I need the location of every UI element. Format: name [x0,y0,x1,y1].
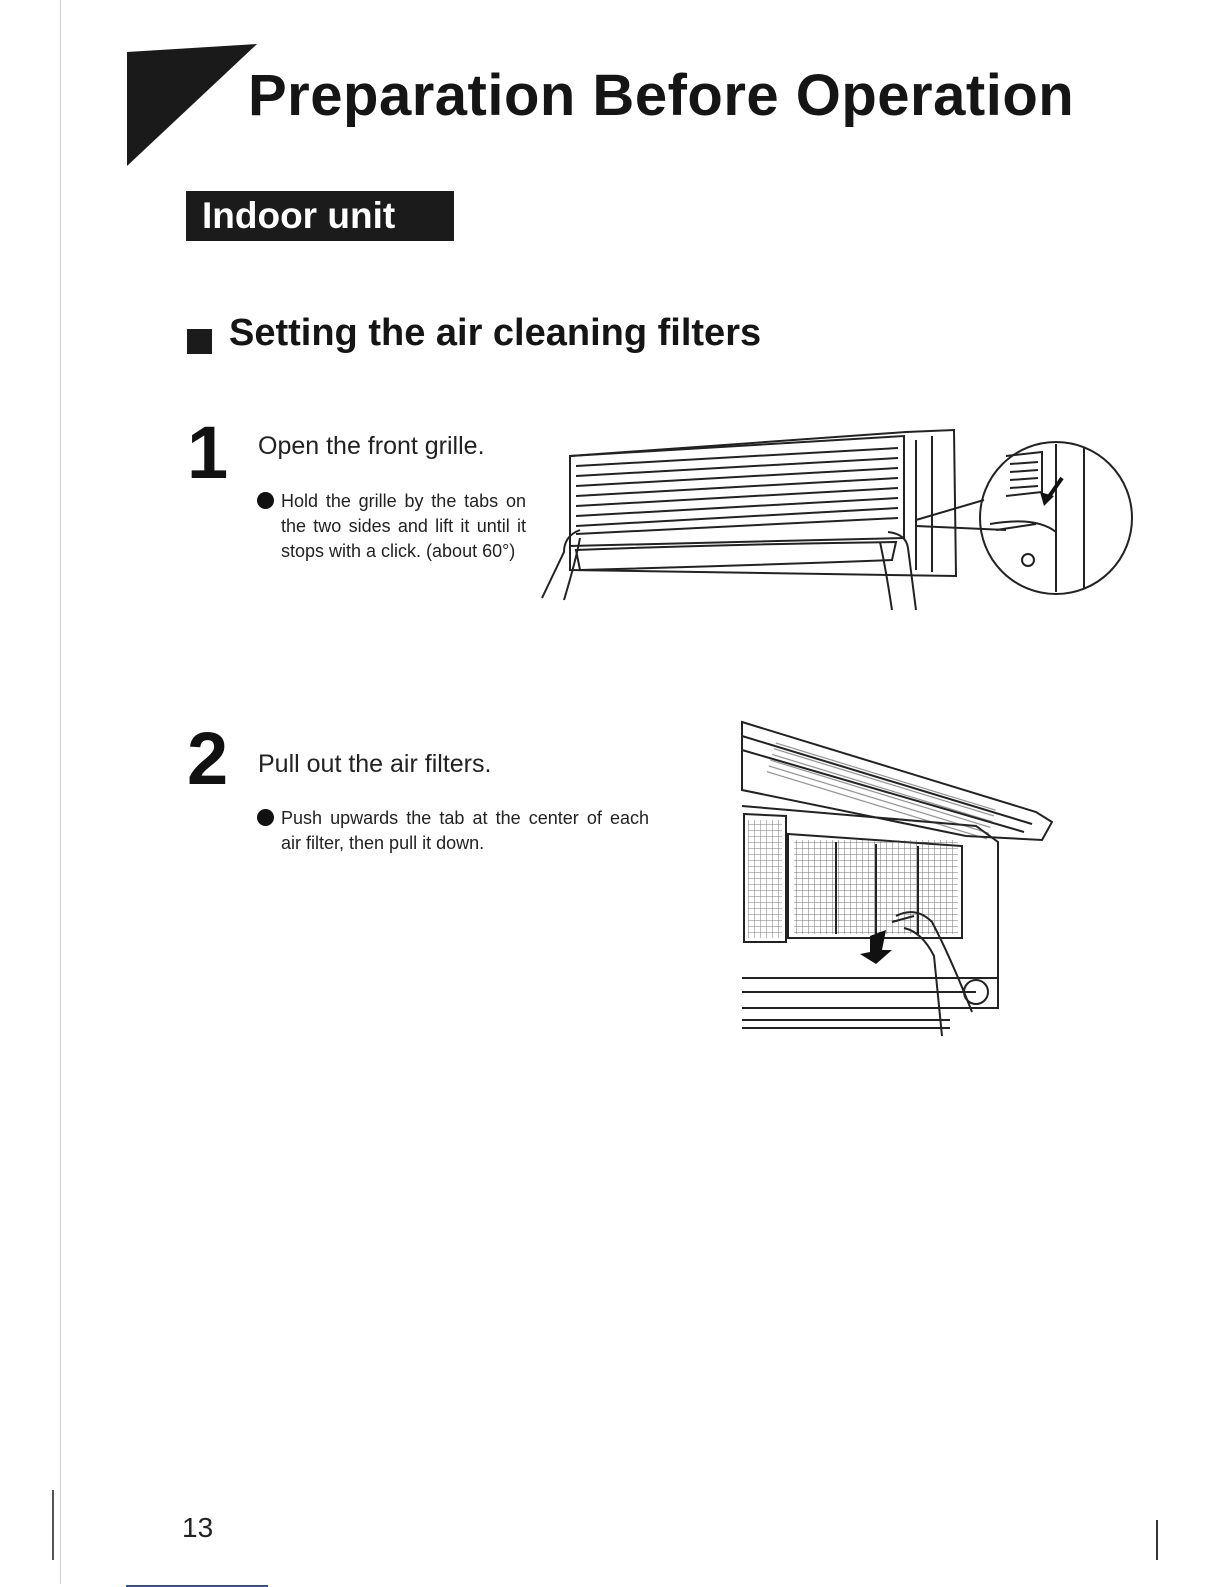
figure-open-front-grille [536,420,1136,620]
page-number: 13 [182,1512,214,1543]
down-arrow-icon [860,930,892,964]
step-2-number: 2 [187,717,229,800]
step-1-heading: Open the front grille. [258,432,485,460]
page-edge-mark [1156,1520,1158,1560]
step-2-note [281,806,649,856]
title-wedge-icon [127,44,257,166]
round-bullet-icon [257,809,274,826]
step-2-heading: Pull out the air filters. [258,750,492,778]
page-margin-line [60,0,61,1584]
round-bullet-icon [257,492,274,509]
step-1-number: 1 [187,411,229,494]
subsection-title: Setting the air cleaning filters [229,312,762,354]
page-margin-mark [52,1490,54,1560]
page-title: Preparation Before Operation [248,63,1075,128]
figure-pull-out-filters [736,716,1066,1046]
step-1-note-text: Hold the grille by the tabs on the two sides and lift it until it stops with a click. (about 60°) [281,491,526,561]
step-2-note-text: Push upwards the tab at the center of each air filter, then pull it down. [281,808,649,853]
section-banner: Indoor unit [186,191,454,241]
step-1-note [281,489,526,564]
pointer-arrow-icon [1040,478,1062,506]
square-bullet-icon [187,329,212,354]
